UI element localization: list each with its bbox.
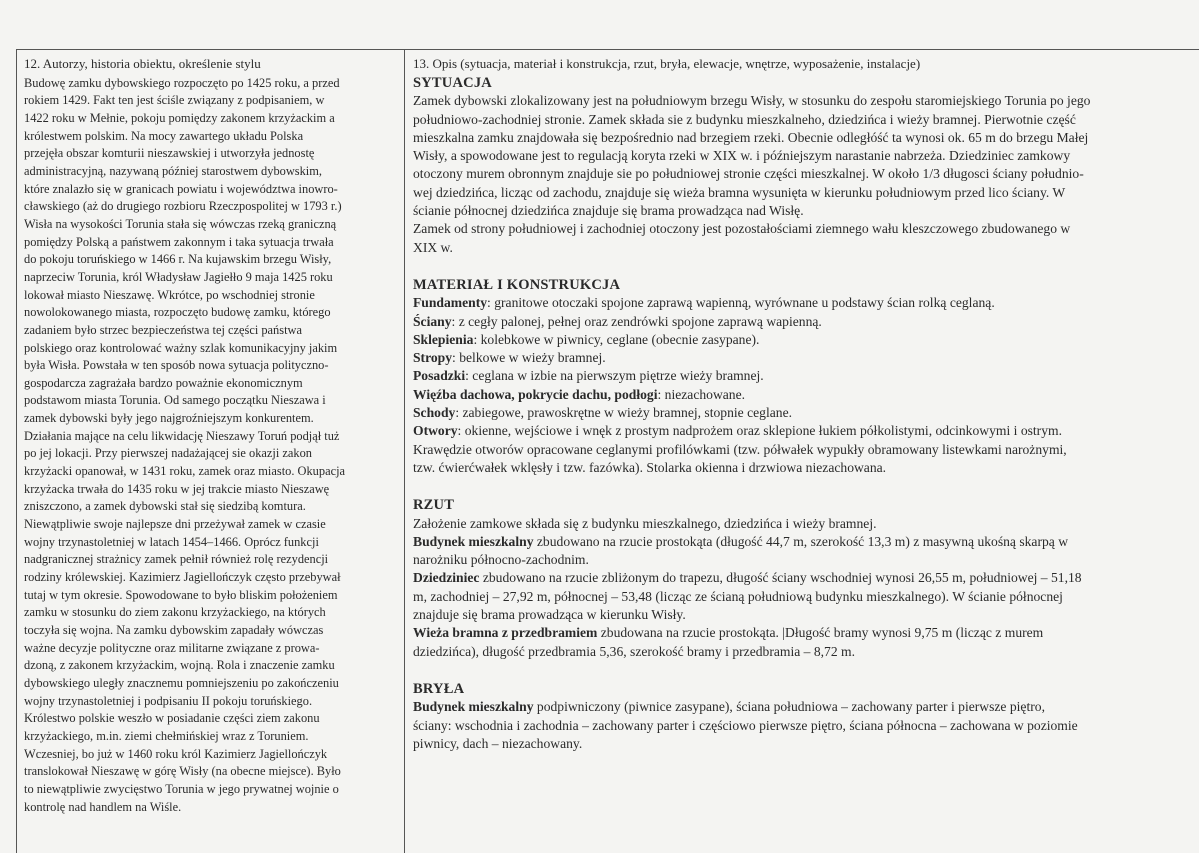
- text-line: do pokoju toruńskiego w 1466 r. Na kujawskim brzegu Wisły,: [24, 252, 332, 267]
- section-gap: [413, 257, 1183, 276]
- text-line: [413, 331, 1183, 349]
- term-label: Stropy: [413, 350, 453, 366]
- description-column: [413, 55, 1183, 753]
- term-description: zbudowana na rzucie prostokąta. |Długość bramy wynosi 9,75 m (licząc z murem: [597, 625, 1044, 641]
- text-line: dzoną, z zakonem krzyżackim, wojną. Rola i znaczenie zamku: [24, 658, 335, 673]
- text-line: [413, 386, 1183, 404]
- text-line: wojny trzynastoletniej w latach 1454–1466. Oprócz funkcji: [24, 534, 319, 549]
- text-line: [413, 717, 1183, 735]
- text-line: [413, 404, 1183, 422]
- text-line: Wczesniej, bo już w 1460 roku król Kazimierz Jagiellończyk: [24, 746, 328, 761]
- text-line: zamek dybowski były jego najgroźniejszym konkurentem.: [24, 411, 314, 426]
- term-description: ściany: wschodnia i zachodnia – zachowany parter i częściowo pierwsze piętro, ściana północna – zachowana w poziomie: [413, 717, 1078, 733]
- text-line: po jej lokacji. Przy pierwszej nadażającej sie okazji zakon: [24, 446, 312, 461]
- bryla-text: [413, 698, 1183, 753]
- section-heading-material: MATERIAŁ I KONSTRUKCJA: [413, 276, 621, 293]
- term-description: : ceglana w izbie na pierwszym piętrze wieży bramnej.: [465, 368, 764, 384]
- term-description: : niezachowane.: [657, 386, 746, 402]
- text-line: [413, 459, 1183, 477]
- text-line: [413, 515, 1183, 533]
- text-line: krzyżackiego, m.in. ziemi chełmińskiej wraz z Toruniem.: [24, 728, 309, 743]
- text-line: administracyjną, nazywaną później starostwem dybowskim,: [24, 163, 322, 178]
- text-line: wojny trzynastoletniej i podpisaniu II pokoju toruńskiego.: [24, 693, 313, 708]
- term-description: znajduje się brama prowadząca w kierunku Wisły.: [413, 607, 686, 623]
- sytuacja-text: [413, 92, 1183, 257]
- text-line: mieszkalna zamku znajdowała się bezpośrednio nad brzegiem rzeki. Obecnie odległóść ta wynosi ok. 65 m do brzegu Małej: [413, 129, 1089, 145]
- term-description: narożniku północno-zachodnim.: [413, 552, 589, 568]
- term-label: Posadzki: [413, 368, 466, 384]
- text-line: [413, 643, 1183, 661]
- term-description: dziedzińca), długość przedbramia 5,36, szerokość bramy i przedbramia – 8,72 m.: [413, 643, 856, 659]
- text-line: XIX w.: [413, 239, 453, 255]
- text-line: Wisły, a spowodowane jest to regulacją koryta rzeki w XIX w. i późniejszym narastanie nabrzeża. Dziedziniec zamkowy: [413, 148, 1071, 164]
- term-description: Krawędzie otworów opracowane ceglanymi profilówkami (tzw. półwałek wypukły obramowany listewkami narożnymi,: [413, 441, 1067, 457]
- history-column: [24, 55, 380, 816]
- text-line: [413, 588, 1183, 606]
- text-line: podstawom miasta Torunia. Od samego początku Nieszawa i: [24, 393, 326, 408]
- section-heading-sytuacja: SYTUACJA: [413, 75, 492, 91]
- text-line: królestwem polskim. Na mocy zawartego układu Polska: [24, 128, 304, 143]
- text-line: Niewątpliwie swoje najlepsze dni przeżywał zamek w czasie: [24, 517, 326, 532]
- text-line: Działania mające na celu likwidację Nieszawy Toruń podjął tuż: [24, 428, 340, 443]
- term-label: Dziedziniec: [413, 570, 480, 586]
- term-description: : kolebkowe w piwnicy, ceglane (obecnie zasypane).: [473, 331, 760, 347]
- text-line: gospodarcza zagrażała bardzo poważnie ekonomicznym: [24, 375, 303, 390]
- term-label: Wieża bramna z przedbramiem: [413, 625, 598, 641]
- rzut-text: [413, 515, 1183, 661]
- text-line: cławskiego (aż do drugiego rozbioru Rzeczpospolitej w 1793 r.): [24, 199, 342, 214]
- text-line: ważne decyzje polityczne oraz militarne związane z prowa-: [24, 640, 320, 655]
- column-divider: [404, 49, 405, 853]
- text-line: zamku w stosunku do ziem zakonu krzyżackiego, na których: [24, 605, 326, 620]
- term-description: tzw. ćwierćwałek wklęsły i tzw. fazówka). Stolarka okienna i drzwiowa niezachowana.: [413, 459, 887, 475]
- text-line: pomiędzy Polską a państwem zakonnym i taka sytuacja trwała: [24, 234, 334, 249]
- term-label: Więźba dachowa, pokrycie dachu, podłogi: [413, 386, 658, 402]
- text-line: [413, 294, 1183, 312]
- term-label: Budynek mieszkalny: [413, 533, 534, 549]
- text-line: Królestwo polskie weszło w posiadanie części ziem zakonu: [24, 711, 320, 726]
- section-heading-bryla: BRYŁA: [413, 680, 465, 697]
- text-line: lokował miasto Nieszawę. Wkrótce, po wschodniej stronie: [24, 287, 315, 302]
- text-line: Zamek dybowski zlokalizowany jest na południowym brzegu Wisły, w stosunku do zespołu staromiejskiego Torunia po jego: [413, 93, 1091, 109]
- text-line: które znalazło się w granicach powiatu i województwa inowro-: [24, 181, 338, 196]
- text-line: [413, 569, 1183, 587]
- text-line: polskiego oraz kontrolować ważny szlak komunikacyjny jakim: [24, 340, 338, 355]
- text-line: kontrolę nad handlem na Wiśle.: [24, 799, 182, 814]
- text-line: [413, 606, 1183, 624]
- section-gap: [413, 477, 1183, 496]
- term-label: Fundamenty: [413, 295, 488, 311]
- text-line: była Wisła. Powstała w ten sposób nowa sytuacja polityczno-: [24, 358, 329, 373]
- term-description: : z cegły palonej, pełnej oraz zendrówki spojone zaprawą wapienną.: [451, 313, 822, 329]
- material-text: [413, 294, 1183, 477]
- term-description: podpiwniczony (piwnice zasypane), ściana południowa – zachowany parter i pierwsze piętro,: [533, 699, 1045, 715]
- text-line: otoczony murem obronnym znajduje sie po południowej stronie części mieszkalnej. W około 1/3 długosci ściany południo-: [413, 166, 1084, 182]
- text-line: krzyżacka trwała do 1435 roku w jej trakcie miasto Nieszawę: [24, 481, 330, 496]
- term-description: : granitowe otoczaki spojone zaprawą wapienną, wyrównane u podstawy ścian rolką ceglaną.: [487, 295, 995, 311]
- term-description: piwnicy, dach – niezachowany.: [413, 735, 583, 751]
- text-line: rodziny królewskiej. Kazimierz Jagiellończyk często przebywał: [24, 570, 341, 585]
- text-line: [413, 551, 1183, 569]
- history-text: [24, 75, 380, 817]
- text-line: rokiem 1429. Fakt ten jest ściśle związany z podpisaniem, w: [24, 93, 325, 108]
- term-description: m, zachodniej – 27,92 m, północnej – 53,48 (licząc ze ścianą południową budynku mieszkalnego). W ścianie północnej: [413, 588, 1063, 604]
- section-gap: [413, 661, 1183, 680]
- term-label: Budynek mieszkalny: [413, 699, 534, 715]
- text-line: Zamek od strony południowej i zachodniej otoczony jest pozostałościami ziemnego wału kleszczowego zbudowanego w: [413, 221, 1071, 237]
- text-line: Budowę zamku dybowskiego rozpoczęto po 1425 roku, a przed: [24, 75, 340, 90]
- term-description: : okienne, wejściowe i wnęk z prostym nadprożem oraz sklepione łukiem półkolistymi, odcinkowymi i ostrym.: [457, 423, 1062, 439]
- text-line: zniszczono, a zamek dybowski stał się siedzibą komtura.: [24, 499, 306, 514]
- text-line: zadaniem było strzec bezpieczeństwa tej części państwa: [24, 322, 302, 337]
- term-description: : zabiegowe, prawoskrętne w wieży bramnej, stopnie ceglane.: [455, 405, 793, 421]
- text-line: Wisła na wysokości Torunia stała się wówczas rzeką graniczną: [24, 216, 337, 231]
- text-line: toczyła się wojna. Na zamku dybowskim zapadały wówczas: [24, 623, 324, 637]
- text-line: [413, 735, 1183, 753]
- term-label: Sklepienia: [413, 331, 474, 347]
- term-description: zbudowano na rzucie prostokąta (długość 44,7 m, szerokość 13,3 m) z masywną ukośną skarpą w: [533, 533, 1069, 549]
- text-line: południowo-zachodniej stronie. Zamek składa sie z budynku mieszkalneho, dziedzińca i wieży bramnej. Pierwotnie część: [413, 111, 1076, 127]
- field-12-label: 12. Autorzy, historia obiektu, określenie stylu: [24, 56, 261, 71]
- text-line: to niewątpliwie zwycięstwo Torunia w jego prywatnej wojnie o: [24, 781, 339, 796]
- text-line: [413, 349, 1183, 367]
- text-line: wej dziedzińca, licząc od zachodu, znajduje się wieża bramna wysunięta w kierunku południowym przed lico ściany. W: [413, 184, 1066, 200]
- text-line: tutaj w tym okresie. Spowodowane to było bliskim położeniem: [24, 587, 338, 602]
- text-line: nowolokowanego miasta, rozpoczęto budowę zamku, którego: [24, 305, 331, 320]
- text-line: naprzeciw Torunia, król Władysław Jagiełło 9 maja 1425 roku: [24, 269, 333, 284]
- text-line: dybowskiego uległy znacznemu pomniejszeniu po zakończeniu: [24, 675, 339, 690]
- term-label: Schody: [413, 405, 456, 421]
- text-line: [413, 367, 1183, 385]
- text-line: [413, 441, 1183, 459]
- text-line: krzyżacki opanował, w 1431 roku, zamek oraz miasto. Okupacja: [24, 464, 346, 479]
- text-line: nadgranicznej strażnicy zamek pełnił również rolę rezydencji: [24, 552, 329, 567]
- text-line: translokował Nieszawę w górę Wisły (na obecne miejsce). Było: [24, 764, 341, 779]
- term-description: Założenie zamkowe składa się z budynku mieszkalnego, dziedzińca i wieży bramnej.: [413, 515, 877, 531]
- term-label: Otwory: [413, 423, 458, 439]
- term-description: : belkowe w wieży bramnej.: [452, 350, 606, 366]
- text-line: [413, 422, 1183, 440]
- text-line: [413, 533, 1183, 551]
- text-line: [413, 698, 1183, 716]
- text-line: [413, 624, 1183, 642]
- text-line: przejęła obszar komturii nieszawskiej i utworzyła jednostę: [24, 146, 315, 161]
- text-line: ścianie północnej dziedzińca znajduje się brama prowadząca nad Wisłę.: [413, 203, 804, 219]
- section-heading-rzut: RZUT: [413, 497, 455, 514]
- term-label: Ściany: [413, 313, 452, 329]
- term-description: zbudowano na rzucie zbliżonym do trapezu, długość ściany wschodniej wynosi 26,55 m, południowej – 51,18: [479, 570, 1082, 586]
- field-13-label: 13. Opis (sytuacja, materiał i konstrukcja, rzut, bryła, elewacje, wnętrze, wyposażenie, instalacje): [413, 56, 921, 71]
- text-line: [413, 313, 1183, 331]
- text-line: 1422 roku w Mełnie, pokoju pomiędzy zakonem krzyżackim a: [24, 110, 335, 125]
